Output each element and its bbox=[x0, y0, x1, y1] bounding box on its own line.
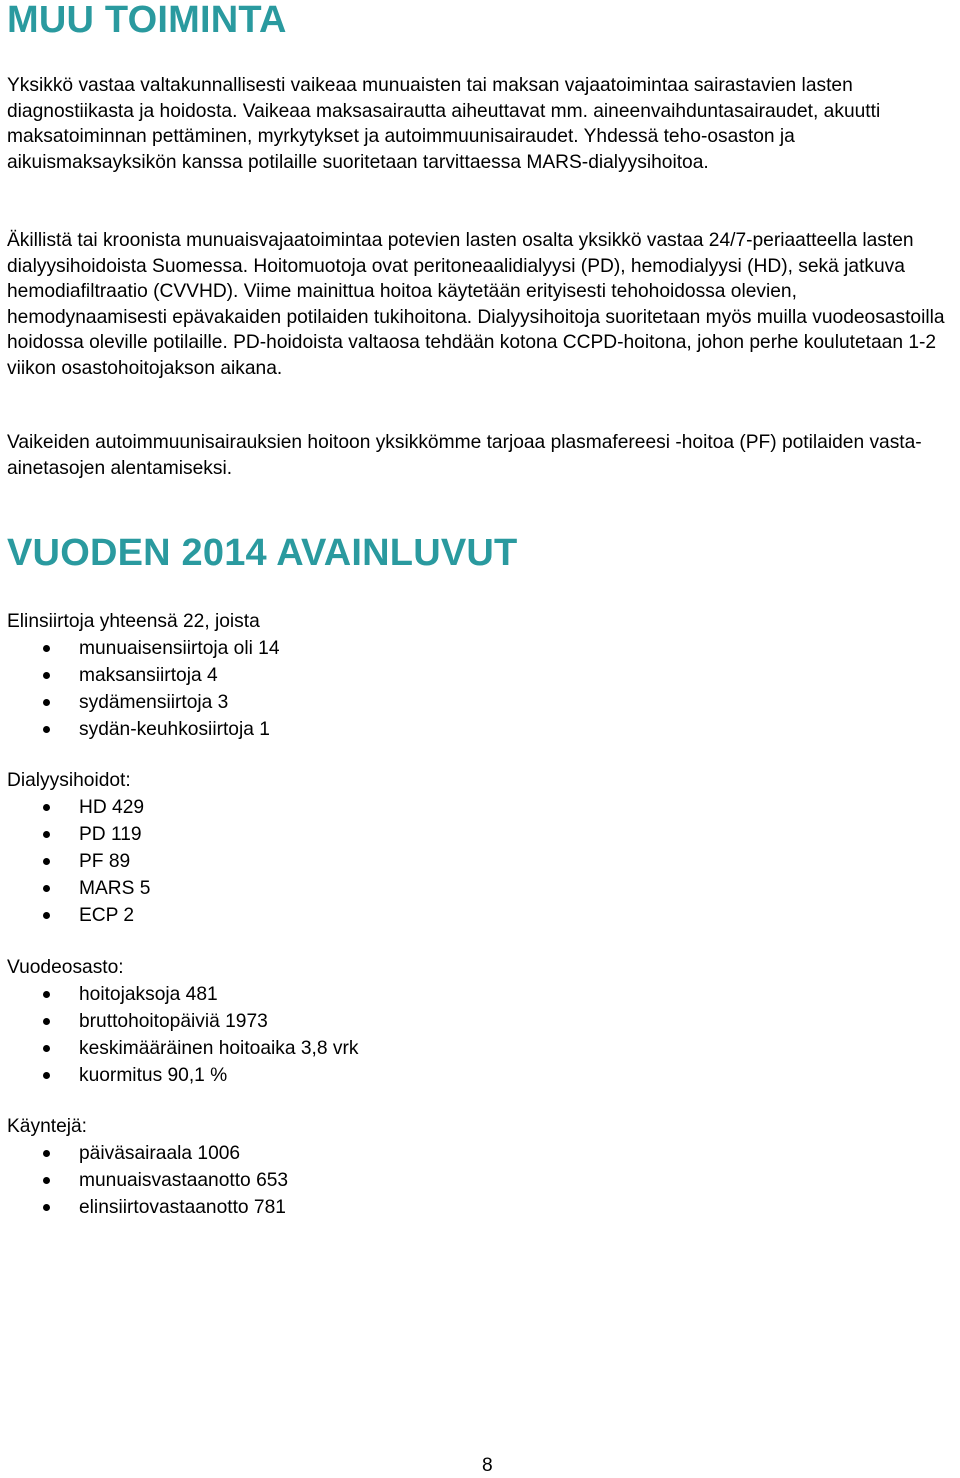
group-label-kaynteja: Käyntejä: bbox=[7, 1116, 88, 1137]
bullet-icon bbox=[43, 1204, 50, 1211]
bullet-icon bbox=[43, 1072, 50, 1079]
page-number: 8 bbox=[482, 1455, 493, 1476]
list-item: bruttohoitopäiviä 1973 bbox=[7, 1008, 358, 1035]
list-elinsiirrot bbox=[7, 635, 280, 743]
list-item: munuaisensiirtoja oli 14 bbox=[7, 635, 280, 662]
list-item: sydän-keuhkosiirtoja 1 bbox=[7, 716, 280, 743]
list-item: sydämensiirtoja 3 bbox=[7, 689, 280, 716]
group-label-elinsiirrot: Elinsiirtoja yhteensä 22, joista bbox=[7, 611, 260, 632]
list-item: PF 89 bbox=[7, 848, 150, 875]
bullet-icon bbox=[43, 804, 50, 811]
bullet-icon bbox=[43, 672, 50, 679]
bullet-icon bbox=[43, 831, 50, 838]
bullet-icon bbox=[43, 1045, 50, 1052]
list-item: hoitojaksoja 481 bbox=[7, 981, 358, 1008]
list-item: kuormitus 90,1 % bbox=[7, 1062, 358, 1089]
bullet-icon bbox=[43, 1018, 50, 1025]
list-item: maksansiirtoja 4 bbox=[7, 662, 280, 689]
list-dialyysihoidot bbox=[7, 794, 150, 929]
bullet-icon bbox=[43, 699, 50, 706]
bullet-icon bbox=[43, 858, 50, 865]
list-item: elinsiirtovastaanotto 781 bbox=[7, 1194, 288, 1221]
list-item: ECP 2 bbox=[7, 902, 150, 929]
paragraph-plasmapheresis: Vaikeiden autoimmuunisairauksien hoitoon yksikkömme tarjoaa plasmafereesi -hoitoa (PF) potilaiden vasta-ainetasojen alentamiseksi. bbox=[7, 432, 922, 479]
bullet-icon bbox=[43, 726, 50, 733]
list-item: HD 429 bbox=[7, 794, 150, 821]
section-title-muu-toiminta: MUU TOIMINTA bbox=[7, 0, 287, 41]
list-item: MARS 5 bbox=[7, 875, 150, 902]
group-label-vuodeosasto: Vuodeosasto: bbox=[7, 957, 124, 978]
paragraph-intro: Yksikkö vastaa valtakunnallisesti vaikeaa munuaisten tai maksan vajaatoimintaa sairastavien lasten diagnostiikasta ja hoidosta. Vaikeaa maksasairautta aiheuttavat mm. aineenvaihduntasairaudet, akuutti maksatoiminnan pettäminen, myrkytykset ja autoimmuunisairaudet. Yhdessä teho-osaston ja aikuismaksayksikön kanssa potilaille suoritetaan tarvittaessa MARS-dialyysihoitoa. bbox=[7, 75, 881, 173]
list-item: munuaisvastaanotto 653 bbox=[7, 1167, 288, 1194]
list-item: PD 119 bbox=[7, 821, 150, 848]
list-kaynteja bbox=[7, 1140, 288, 1221]
list-item: keskimääräinen hoitoaika 3,8 vrk bbox=[7, 1035, 358, 1062]
group-label-dialyysihoidot: Dialyysihoidot: bbox=[7, 770, 131, 791]
bullet-icon bbox=[43, 645, 50, 652]
bullet-icon bbox=[43, 885, 50, 892]
bullet-icon bbox=[43, 1177, 50, 1184]
list-vuodeosasto bbox=[7, 981, 358, 1089]
paragraph-dialysis: Äkillistä tai kroonista munuaisvajaatoimintaa potevien lasten osalta yksikkö vastaa 24/7-periaatteella lasten dialyysihoidoista Suomessa. Hoitomuotoja ovat peritoneaalidialyysi (PD), hemodialyysi (HD), sekä jatkuva hemodiafiltraatio (CVVHD). Viime mainittua hoitoa käytetään erityisesti tehohoidossa olevien, hemodynaamisesti epävakaiden potilaiden tukihoitona. Dialyysihoitoja suoritetaan myös muilla vuodeosastoilla hoidossa oleville potilaille. PD-hoidoista valtaosa tehdään kotona CCPD-hoitona, johon perhe koulutetaan 1-2 viikon osastohoitojakson aikana. bbox=[7, 230, 945, 379]
bullet-icon bbox=[43, 1150, 50, 1157]
bullet-icon bbox=[43, 912, 50, 919]
section-title-avainluvut: VUODEN 2014 AVAINLUVUT bbox=[7, 532, 518, 574]
list-item: päiväsairaala 1006 bbox=[7, 1140, 288, 1167]
bullet-icon bbox=[43, 991, 50, 998]
